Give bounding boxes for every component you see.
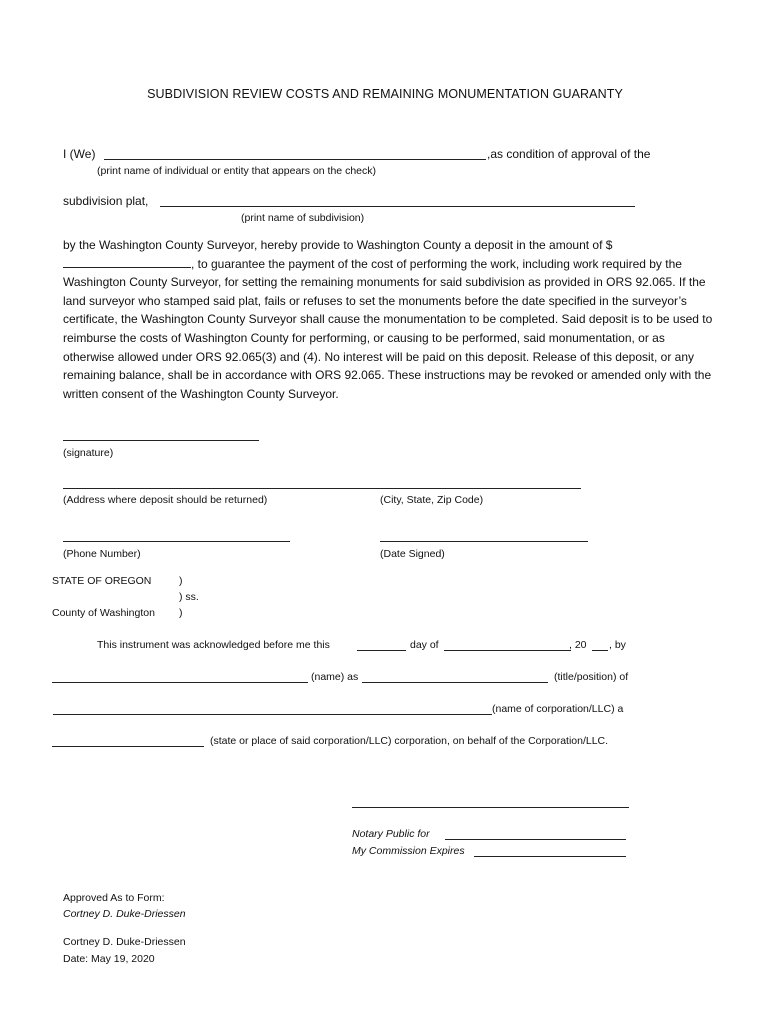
county-label: County of Washington	[52, 607, 155, 619]
venue-paren-open: )	[179, 575, 183, 587]
state-label: STATE OF OREGON	[52, 575, 152, 587]
ack-state-label: (state or place of said corporation/LLC) corporation, on behalf of the Corporation/LLC.	[210, 735, 609, 747]
ack-year-field[interactable]	[592, 650, 608, 651]
subdivision-name-field[interactable]	[160, 206, 635, 207]
signature-caption: (signature)	[63, 447, 114, 459]
paragraph-start: by the Washington County Surveyor, hereby provide to Washington County a deposit in the amount of $	[63, 238, 613, 252]
ack-year-prefix: , 20	[569, 639, 587, 651]
deposit-amount-field[interactable]	[63, 256, 191, 268]
ack-corporation-field[interactable]	[53, 714, 492, 715]
document-title: SUBDIVISION REVIEW COSTS AND REMAINING MONUMENTATION GUARANTY	[147, 87, 623, 101]
ack-state-field[interactable]	[52, 746, 204, 747]
paragraph-rest: , to guarantee the payment of the cost of performing the work, including work required by the Washington County Surveyor, for setting the remaining monuments for said subdivision as provided in ORS 92.065. If the land surveyor who stamped said plat, fails or refuses to set the monuments before the date specified in the surveyor’s certificate, the Washington County Surveyor shall cause the monumentation to be completed. Said deposit is to be used to reimburse the costs of Washington County for performing, or causing to be performed, said monumentation, or as otherwise allowed under ORS 92.065(3) and (4). No interest will be paid on this deposit. Release of this deposit, or any remaining balance, shall be in accordance with ORS 92.065. These instructions may be revoked or amended only with the written consent of the Washington County Surveyor.	[63, 256, 713, 401]
payer-name-caption: (print name of individual or entity that appears on the check)	[97, 165, 376, 177]
condition-text: ,as condition of approval of the	[487, 147, 651, 161]
commission-label: My Commission Expires	[352, 845, 465, 857]
approver-name: Cortney D. Duke-Driessen	[63, 936, 186, 948]
notary-public-label: Notary Public for	[352, 828, 430, 840]
signature-field[interactable]	[63, 440, 259, 441]
address-caption: (Address where deposit should be returned)	[63, 494, 268, 506]
venue-ss: ) ss.	[179, 591, 199, 603]
deposit-paragraph	[63, 236, 713, 403]
ack-title-label: (title/position) of	[554, 671, 629, 683]
approved-heading: Approved As to Form:	[63, 892, 165, 904]
address-field[interactable]	[63, 488, 581, 489]
we-label: I (We)	[63, 147, 96, 161]
ack-name-field[interactable]	[52, 682, 308, 683]
phone-caption: (Phone Number)	[63, 548, 141, 560]
payer-name-field[interactable]	[104, 159, 486, 160]
subdivision-name-caption: (print name of subdivision)	[241, 212, 365, 224]
ack-text: This instrument was acknowledged before me this	[97, 639, 330, 651]
notary-public-field[interactable]	[445, 839, 626, 840]
ack-day-of: day of	[410, 639, 439, 651]
subdivision-plat-label: subdivision plat,	[63, 194, 149, 208]
venue-paren-close: )	[179, 607, 183, 619]
notary-signature-field[interactable]	[352, 807, 629, 808]
approver-signature: Cortney D. Duke-Driessen	[63, 908, 186, 920]
ack-month-field[interactable]	[444, 650, 571, 651]
approval-date: Date: May 19, 2020	[63, 953, 155, 965]
ack-title-field[interactable]	[362, 682, 548, 683]
date-caption: (Date Signed)	[380, 548, 445, 560]
date-signed-field[interactable]	[380, 541, 588, 542]
ack-day-field[interactable]	[357, 650, 406, 651]
ack-by: , by	[609, 639, 626, 651]
city-caption: (City, State, Zip Code)	[380, 494, 484, 506]
commission-field[interactable]	[474, 856, 626, 857]
ack-name-label: (name) as	[311, 671, 359, 683]
phone-field[interactable]	[63, 541, 290, 542]
ack-corporation-label: (name of corporation/LLC) a	[492, 703, 624, 715]
